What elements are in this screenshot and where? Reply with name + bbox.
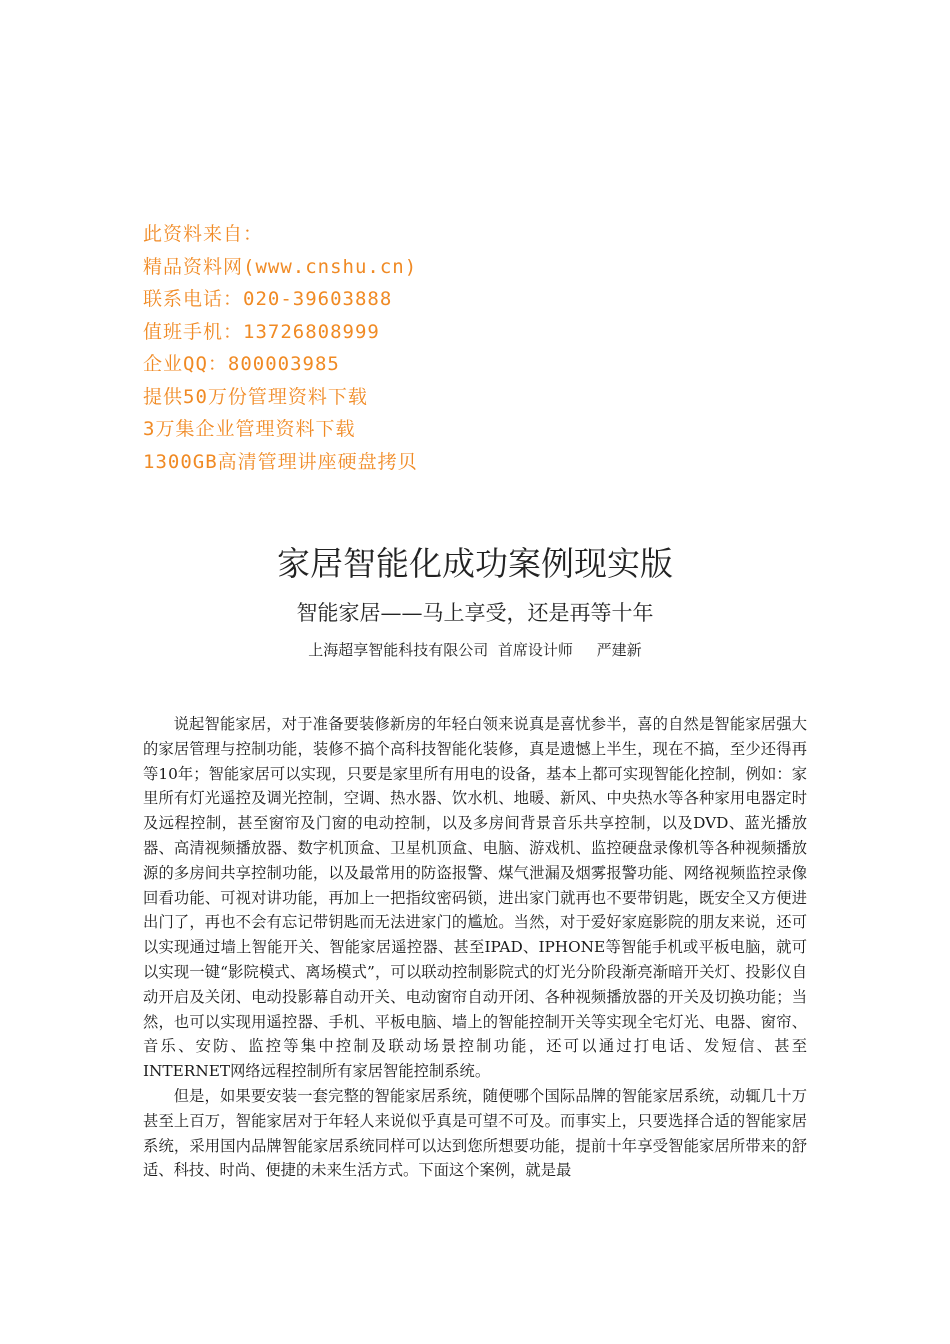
offer-line-3: 1300GB高清管理讲座硬盘拷贝 (143, 450, 418, 473)
source-info-block (143, 218, 663, 478)
mobile-line: 值班手机：13726808999 (143, 320, 380, 343)
article-author: 上海超享智能科技有限公司 首席设计师 严建新 (308, 641, 642, 659)
body-paragraph: 但是，如果要安装一套完整的智能家居系统，随便哪个国际品牌的智能家居系统，动辄几十万甚至上百万，智能家居对于年轻人来说似乎真是可望不可及。而事实上，只要选择合适的智能家居系统，采用国内品牌智能家居系统同样可以达到您所想要功能，提前十年享受智能家居所带来的舒适、科技、时尚、便捷的未来生活方式。下面这个案例，就是最 (143, 1086, 807, 1180)
source-line: 此资料来自： (143, 223, 264, 245)
website-line: 精品资料网(www.cnshu.cn) (143, 255, 418, 278)
article-title: 家居智能化成功案例现实版 (277, 544, 673, 583)
offer-line-1: 提供50万份管理资料下载 (143, 385, 368, 408)
offer-line-2: 3万集企业管理资料下载 (143, 418, 356, 440)
body-paragraph: 说起智能家居，对于准备要装修新房的年轻白领来说真是喜忧参半，喜的自然是智能家居强大的家居管理与控制功能，装修不搞个高科技智能化装修，真是遗憾上半生，现在不搞，至少还得再等10年；智能家居可以实现，只要是家里所有用电的设备，基本上都可实现智能化控制，例如：家里所有灯光遥控及调光控制，空调、热水器、饮水机、地暖、新风、中央热水等各种家用电器定时及远程控制，甚至窗帘及门窗的电动控制，以及多房间背景音乐共享控制，以及DVD、蓝光播放器、高清视频播放器、数字机顶盒、卫星机顶盒、电脑、游戏机、监控硬盘录像机等各种视频播放源的多房间共享控制功能，以及最常用的防盗报警、煤气泄漏及烟雾报警功能、网络视频监控录像回看功能、可视对讲功能，再加上一把指纹密码锁，进出家门就再也不要带钥匙，既安全又方便进出门了，再也不会有忘记带钥匙而无法进家门的尴尬。当然，对于爱好家庭影院的朋友来说，还可以实现通过墙上智能开关、智能家居遥控器、甚至IPAD、IPHONE等智能手机或平板电脑，就可以实现一键“影院模式、离场模式”，可以联动控制影院式的灯光分阶段渐亮渐暗开关灯、投影仪自动开启及关闭、电动投影幕自动开关、电动窗帘自动开闭、各种视频播放器的开关及切换功能；当然，也可以实现用遥控器、手机、平板电脑、墙上的智能控制开关等实现全宅灯光、电器、窗帘、音乐、安防、监控等集中控制及联动场景控制功能，还可以通过打电话、发短信、甚至INTERNET网络远程控制所有家居智能控制系统。 (143, 715, 807, 1081)
phone-line: 联系电话：020-39603888 (143, 288, 393, 310)
article-subtitle: 智能家居——马上享受，还是再等十年 (296, 601, 654, 625)
qq-line: 企业QQ：800003985 (143, 353, 340, 375)
article-body (143, 712, 807, 1183)
